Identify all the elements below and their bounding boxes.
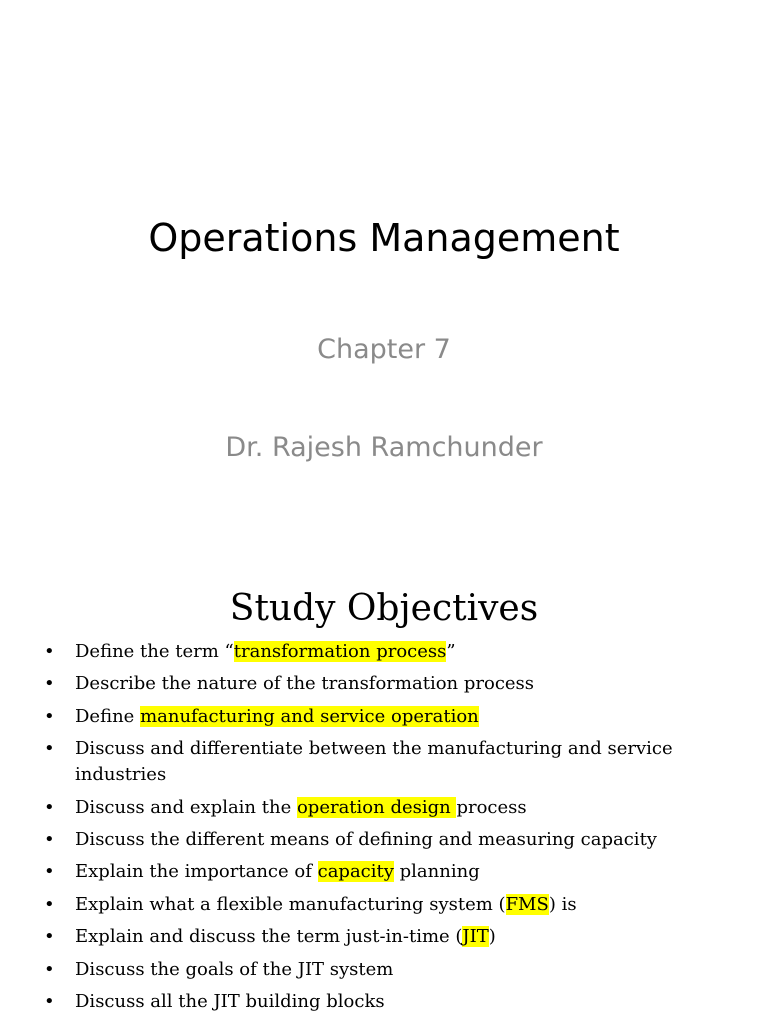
objective-text-after: process [456,796,527,818]
objectives-slide [0,576,768,1024]
highlighted-term: transformation process [233,641,447,662]
bullet-icon: • [44,861,55,883]
highlighted-term: FMS [505,893,549,915]
objective-item [44,892,734,918]
highlighted-term: capacity [317,861,394,883]
objectives-title: Study Objectives [229,588,539,629]
highlighted-term: JIT [462,926,489,948]
bullet-icon: • [44,990,55,1012]
objective-item [44,736,734,788]
objective-item [44,957,734,983]
objective-text: Define [75,705,141,727]
bullet-icon: • [44,893,55,915]
chapter-label: Chapter 7 [317,334,451,365]
author-name: Dr. Rajesh Ramchunder [225,432,543,463]
presentation-title: Operations Management [148,216,620,260]
objective-item [44,704,734,730]
objective-text: Define the term “ [75,641,234,662]
objective-text: Discuss the different means of defining and measuring capacity [75,828,657,850]
objective-item [44,859,734,885]
objective-text: Explain what a flexible manufacturing system ( [75,893,506,915]
objective-text: Discuss and differentiate between the manufacturing and service industries [75,738,673,786]
objective-text: Describe the nature of the transformation process [75,673,535,695]
bullet-icon: • [44,641,55,662]
bullet-icon: • [44,926,55,948]
objective-item [44,671,734,697]
objective-text-after: planning [393,861,480,883]
bullet-icon: • [44,705,55,727]
objective-item [44,924,734,950]
bullet-icon: • [44,828,55,850]
objective-item [44,827,734,853]
objectives-list [44,639,734,1021]
objective-text: Discuss and explain the [75,796,297,818]
bullet-icon: • [44,796,55,818]
objective-text: Discuss all the JIT building blocks [75,990,385,1012]
highlighted-term: manufacturing and service operation [140,705,479,727]
objective-text-after: ) is [548,893,577,915]
objective-text-after: ” [446,641,456,662]
highlighted-term: operation design [296,796,457,818]
objective-item [44,989,734,1015]
bullet-icon: • [44,738,55,760]
bullet-icon: • [44,958,55,980]
objective-text: Explain and discuss the term just-in-time ( [75,926,463,948]
objective-item [44,639,734,665]
objective-text-after: ) [488,926,496,948]
bullet-icon: • [44,673,55,695]
objective-text: Explain the importance of [75,861,318,883]
objective-text: Discuss the goals of the JIT system [75,958,394,980]
objective-item [44,795,734,821]
